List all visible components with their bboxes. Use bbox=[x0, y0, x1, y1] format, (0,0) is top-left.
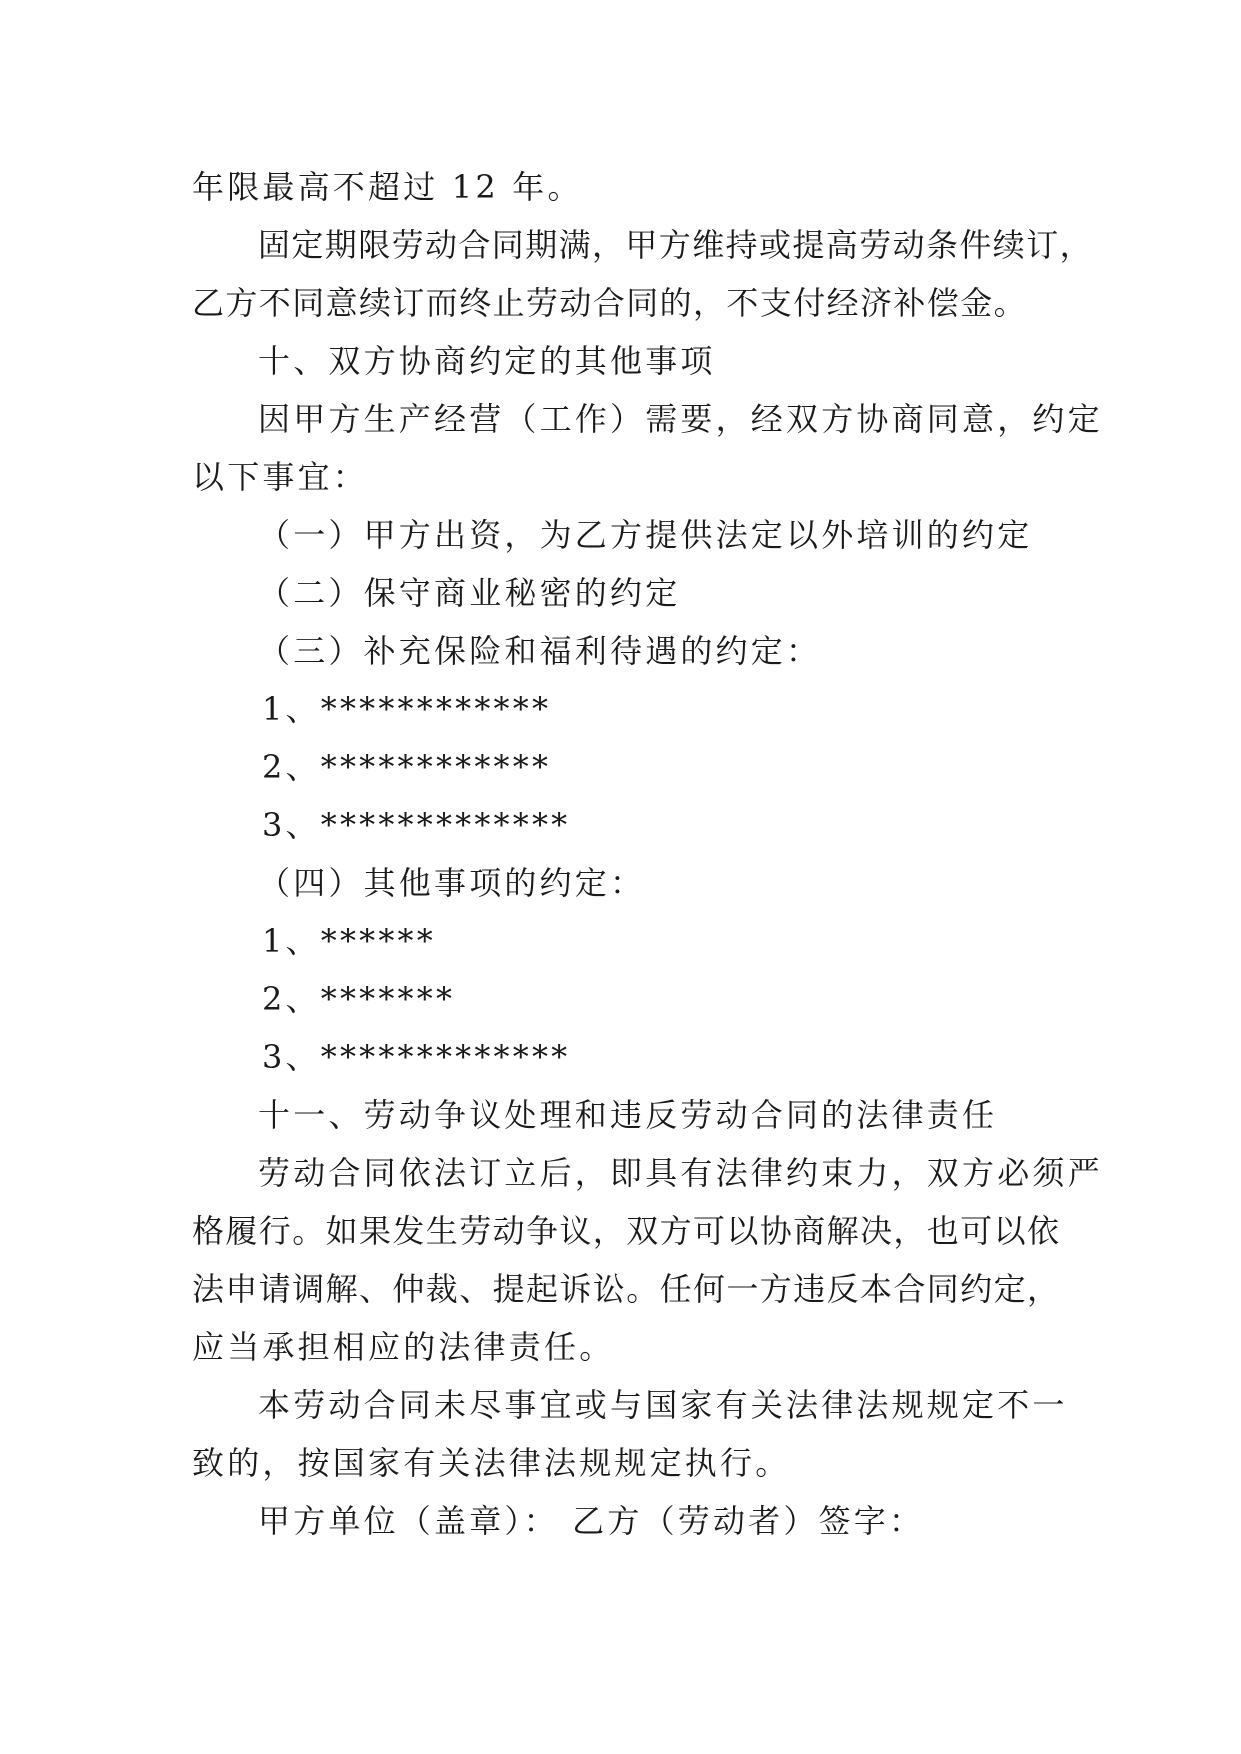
text-line: 劳动合同依法订立后，即具有法律约束力，双方必须严 bbox=[258, 1154, 1103, 1192]
list-item: 1、************ bbox=[262, 690, 552, 728]
list-item: 1、****** bbox=[262, 922, 436, 960]
list-item: （一）甲方出资，为乙方提供法定以外培训的约定 bbox=[258, 516, 1033, 554]
signature-line: 甲方单位（盖章）： 乙方（劳动者）签字： bbox=[258, 1502, 925, 1540]
list-item: 3、************* bbox=[262, 1038, 571, 1076]
text-line: 以下事宜： bbox=[192, 458, 369, 496]
text-line: 固定期限劳动合同期满，甲方维持或提高劳动条件续订， bbox=[258, 226, 1094, 264]
section-heading: 十一、劳动争议处理和违反劳动合同的法律责任 bbox=[258, 1096, 998, 1134]
list-item: 3、************* bbox=[262, 806, 571, 844]
text-line: 乙方不同意续订而终止劳动合同的，不支付经济补偿金。 bbox=[192, 284, 1028, 322]
text-line: 法申请调解、仲裁、提起诉讼。任何一方违反本合同约定， bbox=[192, 1270, 1061, 1308]
list-item: （四）其他事项的约定： bbox=[258, 864, 646, 902]
text-line: 致的，按国家有关法律法规规定执行。 bbox=[192, 1444, 791, 1482]
list-item: （二）保守商业秘密的约定 bbox=[258, 574, 681, 612]
document-body bbox=[192, 158, 1103, 1550]
text-line: 应当承担相应的法律责任。 bbox=[192, 1328, 615, 1366]
text-line: 年限最高不超过 12 年。 bbox=[192, 168, 583, 206]
list-item: 2、************ bbox=[262, 748, 552, 786]
text-line: 格履行。如果发生劳动争议，双方可以协商解决，也可以依 bbox=[192, 1212, 1061, 1250]
text-line: 因甲方生产经营（工作）需要，经双方协商同意，约定 bbox=[258, 400, 1103, 438]
text-line: 本劳动合同未尽事宜或与国家有关法律法规规定不一 bbox=[258, 1386, 1068, 1424]
list-item: 2、******* bbox=[262, 980, 456, 1018]
section-heading: 十、双方协商约定的其他事项 bbox=[258, 342, 716, 380]
list-item: （三）补充保险和福利待遇的约定： bbox=[258, 632, 822, 670]
